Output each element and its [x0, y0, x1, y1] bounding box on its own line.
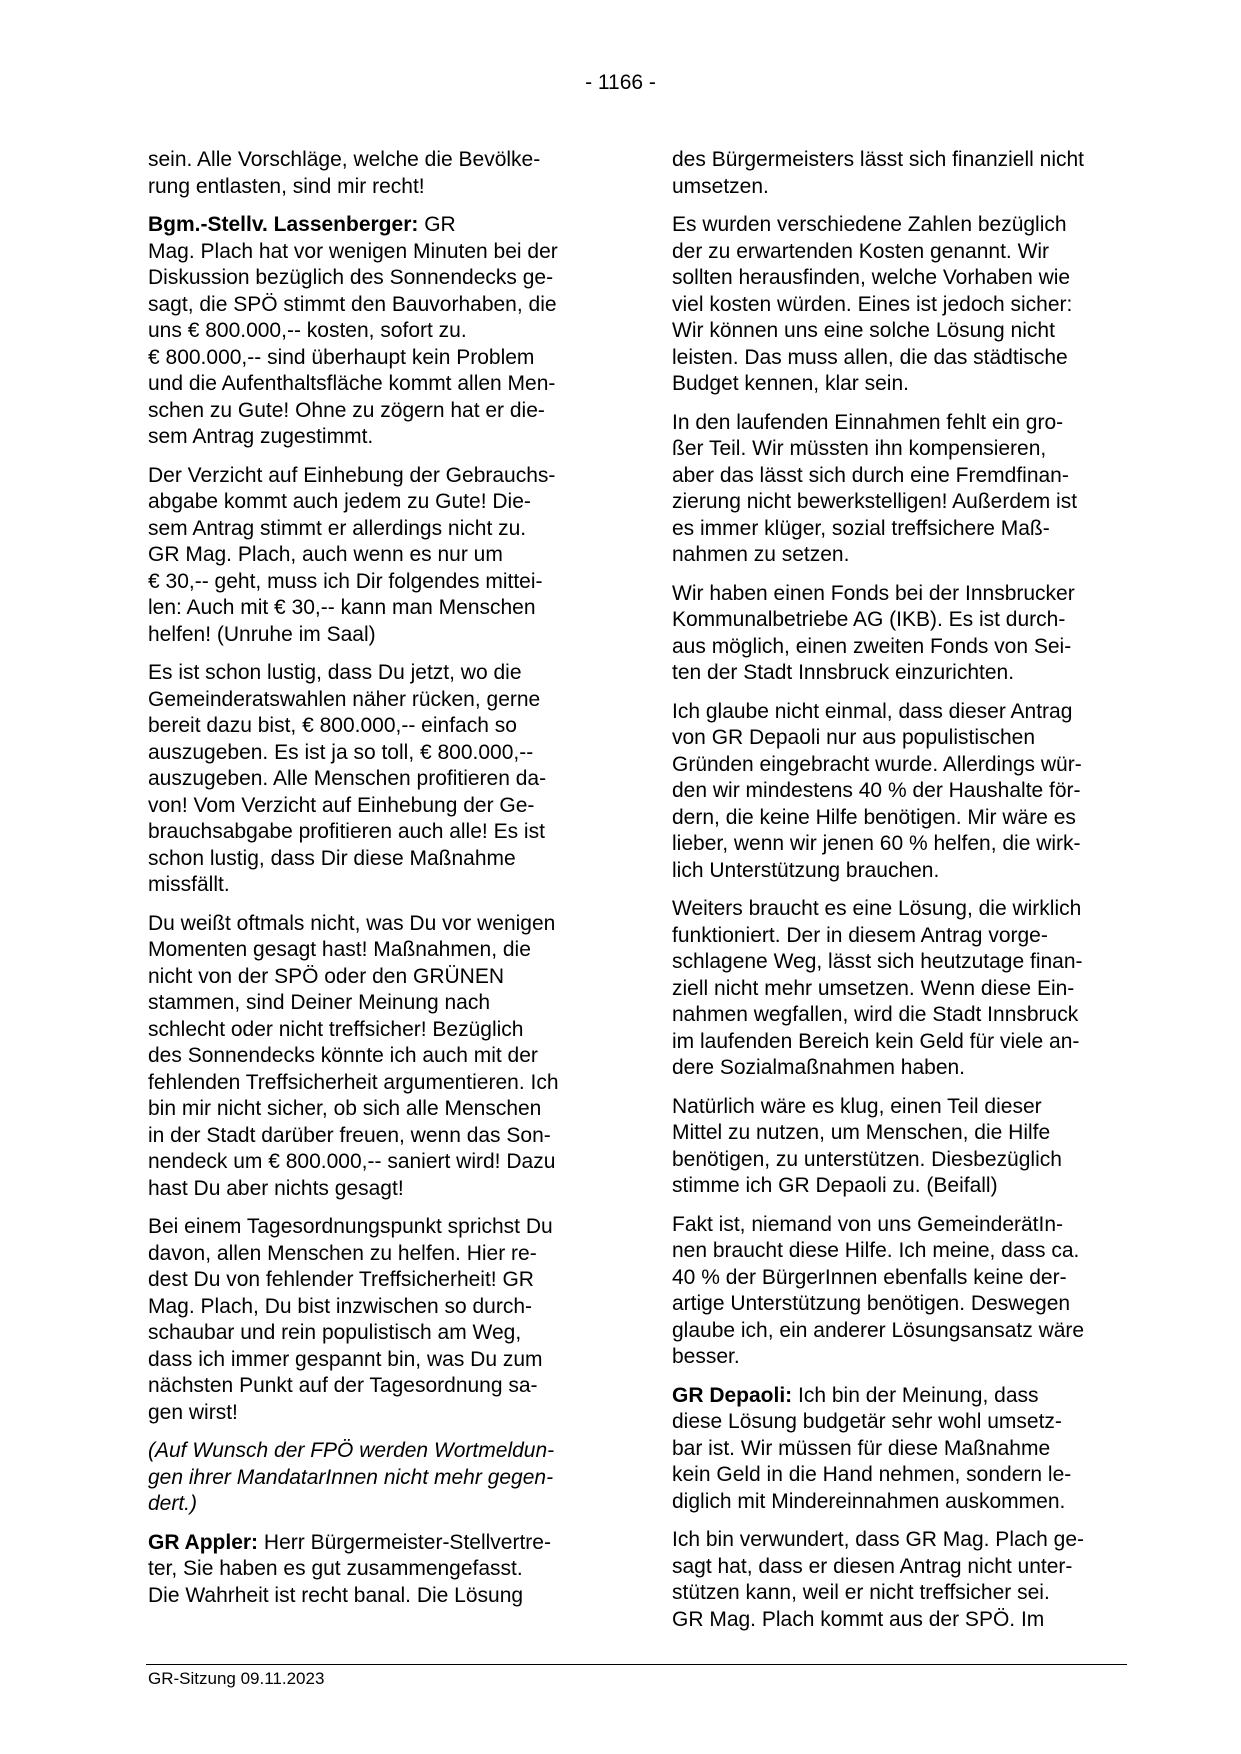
text-line: [672, 1173, 1127, 1200]
line-text: leisten. Das muss allen, die das städtische: [672, 345, 1068, 369]
line-text: der zu erwartenden Kosten genannt. Wir: [672, 239, 1050, 263]
text-line: [672, 1489, 1127, 1516]
line-text: helfen! (Unruhe im Saal): [148, 622, 376, 646]
text-line: [672, 265, 1127, 292]
text-line: [672, 1094, 1127, 1121]
text-line: [672, 976, 1127, 1003]
text-line: [672, 292, 1127, 319]
text-line: [148, 1017, 603, 1044]
text-line: [148, 1070, 603, 1097]
text-line: [672, 174, 1127, 201]
text-line: [148, 1241, 603, 1268]
text-line: [672, 463, 1127, 490]
text-line: [672, 516, 1127, 543]
text-line: [672, 318, 1127, 345]
line-text: glaube ich, ein anderer Lösungsansatz wäre: [672, 1318, 1085, 1342]
text-line: [148, 1176, 603, 1203]
text-line: [672, 1580, 1127, 1607]
text-line: [148, 1373, 603, 1400]
text-line: [672, 725, 1127, 752]
line-text: von! Vom Verzicht auf Einhebung der Ge-: [148, 793, 535, 817]
line-text: schen zu Gute! Ohne zu zögern hat er die-: [148, 398, 545, 422]
line-text: nicht von der SPÖ oder den GRÜNEN: [148, 964, 504, 988]
text-line: [148, 1530, 603, 1557]
line-text: auszugeben. Es ist ja so toll, € 800.000,--: [148, 740, 534, 764]
line-text: Mittel zu nutzen, um Menschen, die Hilfe: [672, 1121, 1051, 1144]
text-line: [672, 1055, 1127, 1082]
text-line: [672, 1462, 1127, 1489]
line-text: stimme ich GR Depaoli zu. (Beifall): [672, 1174, 998, 1197]
line-text: sollten herausfinden, welche Vorhaben wie: [672, 266, 1071, 289]
paragraph: [672, 699, 1127, 885]
line-text: bar ist. Wir müssen für diese Maßnahme: [672, 1436, 1051, 1460]
text-line: [672, 923, 1127, 950]
text-line: [148, 990, 603, 1017]
line-text: Momenten gesagt hast! Maßnahmen, die: [148, 938, 531, 961]
text-line: [148, 1214, 603, 1241]
text-line: [672, 1383, 1127, 1410]
line-text: auszugeben. Alle Menschen profitieren da-: [148, 767, 547, 790]
paragraph: [672, 1383, 1127, 1516]
line-text: nen braucht diese Hilfe. Ich meine, dass ca.: [672, 1239, 1080, 1262]
line-text: aber das lässt sich durch eine Fremdfinan-: [672, 463, 1069, 487]
line-text: in der Stadt darüber freuen, wenn das Son-: [148, 1123, 551, 1147]
line-text: fehlenden Treffsicherheit argumentieren. Ich: [148, 1070, 559, 1094]
text-line: [672, 805, 1127, 832]
text-line: [672, 896, 1127, 923]
text-line: [148, 687, 603, 714]
text-line: [148, 1320, 603, 1347]
line-text: GR: [418, 213, 456, 236]
text-line: [148, 819, 603, 846]
paragraph: [672, 581, 1127, 687]
text-line: [672, 410, 1127, 437]
line-text: GR Mag. Plach kommt aus der SPÖ. Im: [672, 1607, 1045, 1631]
text-line: [672, 831, 1127, 858]
line-text: € 800.000,-- sind überhaupt kein Problem: [148, 345, 535, 369]
line-text: gen ihrer MandatarInnen nicht mehr gegen-: [148, 1465, 554, 1489]
footer-session-date: GR-Sitzung 09.11.2023: [148, 1669, 325, 1688]
line-text: ten der Stadt Innsbruck einzurichten.: [672, 661, 1015, 684]
text-line: [148, 766, 603, 793]
line-text: stützen kann, weil er nicht treffsicher sei.: [672, 1581, 1050, 1604]
line-text: Es ist schon lustig, dass Du jetzt, wo die: [148, 661, 522, 684]
text-line: [148, 265, 603, 292]
line-text: In den laufenden Einnahmen fehlt ein gro-: [672, 410, 1064, 434]
line-text: Es wurden verschiedene Zahlen bezüglich: [672, 213, 1067, 236]
text-line: [672, 660, 1127, 687]
text-line: [672, 1029, 1127, 1056]
text-line: [148, 463, 603, 490]
line-text: brauchsabgabe profitieren auch alle! Es ist: [148, 820, 545, 843]
text-line: [672, 1436, 1127, 1463]
line-text: sein. Alle Vorschläge, welche die Bevölke-: [148, 148, 541, 171]
speaker-name: GR Appler:: [148, 1530, 259, 1554]
text-line: [148, 1465, 603, 1492]
line-text: Herr Bürgermeister-Stellvertre-: [258, 1530, 551, 1554]
line-text: Diskussion bezüglich des Sonnendecks ge-: [148, 266, 554, 289]
line-text: sem Antrag stimmt er allerdings nicht zu.: [148, 516, 527, 540]
line-text: dest Du von fehlender Treffsicherheit! GR: [148, 1268, 534, 1291]
text-line: [148, 424, 603, 451]
line-text: ßer Teil. Wir müssten ihn kompensieren,: [672, 437, 1047, 460]
text-line: [148, 793, 603, 820]
text-line: [672, 607, 1127, 634]
line-text: aus möglich, einen zweiten Fonds von Sei-: [672, 634, 1072, 658]
paragraph: [672, 1094, 1127, 1200]
line-text: ter, Sie haben es gut zusammengefasst.: [148, 1557, 523, 1580]
text-line: [148, 292, 603, 319]
paragraph: [672, 1527, 1127, 1633]
paragraph: [672, 212, 1127, 398]
line-text: Bei einem Tagesordnungspunkt sprichst Du: [148, 1215, 553, 1238]
line-text: schaubar und rein populistisch am Weg,: [148, 1321, 522, 1344]
line-text: lieber, wenn wir jenen 60 % helfen, die wirk-: [672, 832, 1081, 855]
line-text: benötigen, zu unterstützen. Diesbezüglich: [672, 1147, 1062, 1171]
line-text: len: Auch mit € 30,-- kann man Menschen: [148, 596, 536, 619]
text-line: [148, 622, 603, 649]
text-line: [148, 846, 603, 873]
line-text: sagt, die SPÖ stimmt den Bauvorhaben, die: [148, 292, 557, 316]
left-column: [148, 147, 603, 1621]
line-text: von GR Depaoli nur aus populistischen: [672, 726, 1036, 749]
text-line: [148, 595, 603, 622]
line-text: schlecht oder nicht treffsicher! Bezüglich: [148, 1017, 524, 1041]
line-text: dass ich immer gespannt bin, was Du zum: [148, 1347, 543, 1371]
text-line: [148, 1294, 603, 1321]
text-line: [148, 1583, 603, 1610]
paragraph: [148, 911, 603, 1203]
text-line: [672, 778, 1127, 805]
footer-divider: [146, 1664, 1127, 1665]
line-text: nächsten Punkt auf der Tagesordnung sa-: [148, 1374, 538, 1397]
text-line: [148, 174, 603, 201]
text-line: [672, 634, 1127, 661]
text-line: [672, 1527, 1127, 1554]
text-line: [148, 1556, 603, 1583]
line-text: Gemeinderatswahlen näher rücken, gerne: [148, 687, 541, 711]
line-text: GR Mag. Plach, auch wenn es nur um: [148, 543, 503, 566]
line-text: sem Antrag zugestimmt.: [148, 425, 374, 448]
line-text: sagt hat, dass er diesen Antrag nicht unter-: [672, 1554, 1073, 1578]
line-text: Ich bin verwundert, dass GR Mag. Plach ge-: [672, 1528, 1085, 1551]
line-text: nahmen zu setzen.: [672, 543, 850, 566]
line-text: gen wirst!: [148, 1400, 238, 1424]
text-line: [672, 1002, 1127, 1029]
text-line: [148, 740, 603, 767]
line-text: schon lustig, dass Dir diese Maßnahme: [148, 846, 516, 870]
paragraph: [148, 463, 603, 649]
line-text: Budget kennen, klar sein.: [672, 372, 909, 395]
line-text: ziell nicht mehr umsetzen. Wenn diese Ein-: [672, 976, 1075, 1000]
text-line: [672, 1318, 1127, 1345]
line-text: abgabe kommt auch jedem zu Gute! Die-: [148, 490, 531, 513]
text-line: [672, 489, 1127, 516]
line-text: Fakt ist, niemand von uns GemeinderätIn-: [672, 1212, 1064, 1236]
text-line: [148, 516, 603, 543]
text-line: [672, 581, 1127, 608]
paragraph: [672, 896, 1127, 1082]
line-text: zierung nicht bewerkstelligen! Außerdem ist: [672, 490, 1078, 513]
line-text: Wir haben einen Fonds bei der Innsbrucker: [672, 581, 1075, 605]
text-line: [148, 1400, 603, 1427]
text-line: [148, 937, 603, 964]
speaker-name: GR Depaoli:: [672, 1383, 793, 1407]
line-text: Die Wahrheit ist recht banal. Die Lösung: [148, 1583, 524, 1607]
line-text: kein Geld in die Hand nehmen, sondern le-: [672, 1463, 1072, 1486]
text-line: [672, 858, 1127, 885]
text-line: [148, 872, 603, 899]
paragraph: [148, 1214, 603, 1426]
text-line: [672, 1147, 1127, 1174]
line-text: den wir mindestens 40 % der Haushalte för-: [672, 779, 1081, 802]
line-text: nendeck um € 800.000,-- saniert wird! Dazu: [148, 1150, 556, 1173]
speaker-name: Bgm.-Stellv. Lassenberger:: [148, 213, 419, 236]
text-line: [672, 1409, 1127, 1436]
line-text: missfällt.: [148, 873, 230, 896]
paragraph: [672, 147, 1127, 200]
text-line: [148, 1267, 603, 1294]
line-text: bin mir nicht sicher, ob sich alle Menschen: [148, 1097, 542, 1120]
text-line: [672, 1212, 1127, 1239]
text-line: [148, 212, 603, 239]
line-text: und die Aufenthaltsfläche kommt allen Men-: [148, 372, 556, 395]
text-line: [672, 1120, 1127, 1147]
text-line: [672, 345, 1127, 372]
line-text: diese Lösung budgetär sehr wohl umsetz-: [672, 1410, 1062, 1433]
line-text: diglich mit Mindereinnahmen auskommen.: [672, 1489, 1066, 1513]
line-text: 40 % der BürgerInnen ebenfalls keine der-: [672, 1265, 1067, 1289]
paragraph: [672, 1212, 1127, 1371]
text-line: [148, 542, 603, 569]
text-line: [148, 318, 603, 345]
line-text: Gründen eingebracht wurde. Allerdings wür-: [672, 752, 1082, 776]
text-line: [148, 911, 603, 938]
line-text: Wir können uns eine solche Lösung nicht: [672, 319, 1055, 342]
line-text: nahmen wegfallen, wird die Stadt Innsbruck: [672, 1003, 1079, 1026]
paragraph: [148, 1530, 603, 1610]
line-text: Mag. Plach, Du bist inzwischen so durch-: [148, 1294, 532, 1318]
line-text: umsetzen.: [672, 174, 769, 198]
line-text: davon, allen Menschen zu helfen. Hier re-: [148, 1241, 537, 1265]
paragraph: [148, 1438, 603, 1518]
line-text: dern, die keine Hilfe benötigen. Mir wäre es: [672, 805, 1076, 829]
text-line: [148, 713, 603, 740]
line-text: rung entlasten, sind mir recht!: [148, 174, 425, 198]
line-text: Kommunalbetriebe AG (IKB). Es ist durch-: [672, 608, 1066, 631]
text-line: [148, 1438, 603, 1465]
text-line: [672, 212, 1127, 239]
paragraph: [672, 410, 1127, 569]
text-line: [148, 345, 603, 372]
line-text: schlagene Weg, lässt sich heutzutage finan-: [672, 950, 1083, 973]
line-text: artige Unterstützung benötigen. Deswegen: [672, 1292, 1071, 1315]
text-line: [148, 1096, 603, 1123]
line-text: Mag. Plach hat vor wenigen Minuten bei der: [148, 239, 558, 263]
text-line: [148, 489, 603, 516]
text-line: [148, 1043, 603, 1070]
text-line: [672, 436, 1127, 463]
paragraph: [148, 660, 603, 899]
text-line: [672, 1238, 1127, 1265]
line-text: des Bürgermeisters lässt sich finanziell nicht: [672, 148, 1085, 171]
line-text: Natürlich wäre es klug, einen Teil dieser: [672, 1094, 1042, 1118]
right-column: [672, 147, 1127, 1645]
line-text: besser.: [672, 1345, 740, 1368]
line-text: dert.): [148, 1492, 198, 1515]
line-text: funktioniert. Der in diesem Antrag vorge-: [672, 923, 1048, 947]
text-line: [148, 147, 603, 174]
line-text: Weiters braucht es eine Lösung, die wirklich: [672, 897, 1082, 920]
line-text: bereit dazu bist, € 800.000,-- einfach so: [148, 714, 517, 737]
line-text: viel kosten würden. Eines ist jedoch sicher:: [672, 292, 1073, 316]
line-text: lich Unterstützung brauchen.: [672, 858, 940, 882]
text-line: [672, 1607, 1127, 1634]
line-text: dere Sozialmaßnahmen haben.: [672, 1056, 966, 1079]
line-text: Ich bin der Meinung, dass: [792, 1383, 1039, 1407]
text-line: [672, 542, 1127, 569]
text-line: [148, 1491, 603, 1518]
text-line: [672, 752, 1127, 779]
line-text: (Auf Wunsch der FPÖ werden Wortmeldun-: [148, 1439, 555, 1462]
text-line: [148, 398, 603, 425]
line-text: Der Verzicht auf Einhebung der Gebrauchs-: [148, 463, 556, 487]
page-number: - 1166 -: [585, 71, 656, 94]
line-text: uns € 800.000,-- kosten, sofort zu.: [148, 319, 467, 342]
text-line: [148, 660, 603, 687]
text-line: [148, 371, 603, 398]
line-text: Du weißt oftmals nicht, was Du vor wenigen: [148, 911, 556, 935]
text-line: [672, 699, 1127, 726]
text-line: [672, 1265, 1127, 1292]
paragraph: [148, 212, 603, 451]
text-line: [148, 239, 603, 266]
text-line: [672, 1554, 1127, 1581]
line-text: des Sonnendecks könnte ich auch mit der: [148, 1044, 538, 1067]
text-line: [672, 147, 1127, 174]
text-line: [148, 1149, 603, 1176]
line-text: € 30,-- geht, muss ich Dir folgendes mittei-: [148, 569, 543, 593]
text-line: [672, 239, 1127, 266]
text-line: [148, 1347, 603, 1374]
line-text: im laufenden Bereich kein Geld für viele an-: [672, 1029, 1080, 1053]
text-line: [148, 1123, 603, 1150]
text-line: [148, 569, 603, 596]
text-line: [672, 1344, 1127, 1371]
line-text: stammen, sind Deiner Meinung nach: [148, 991, 491, 1014]
text-line: [672, 949, 1127, 976]
paragraph: [148, 147, 603, 200]
text-line: [672, 371, 1127, 398]
text-line: [672, 1291, 1127, 1318]
text-line: [148, 964, 603, 991]
line-text: Ich glaube nicht einmal, dass dieser Antrag: [672, 699, 1073, 723]
line-text: hast Du aber nichts gesagt!: [148, 1176, 404, 1200]
line-text: es immer klüger, sozial treffsichere Maß-: [672, 516, 1050, 540]
